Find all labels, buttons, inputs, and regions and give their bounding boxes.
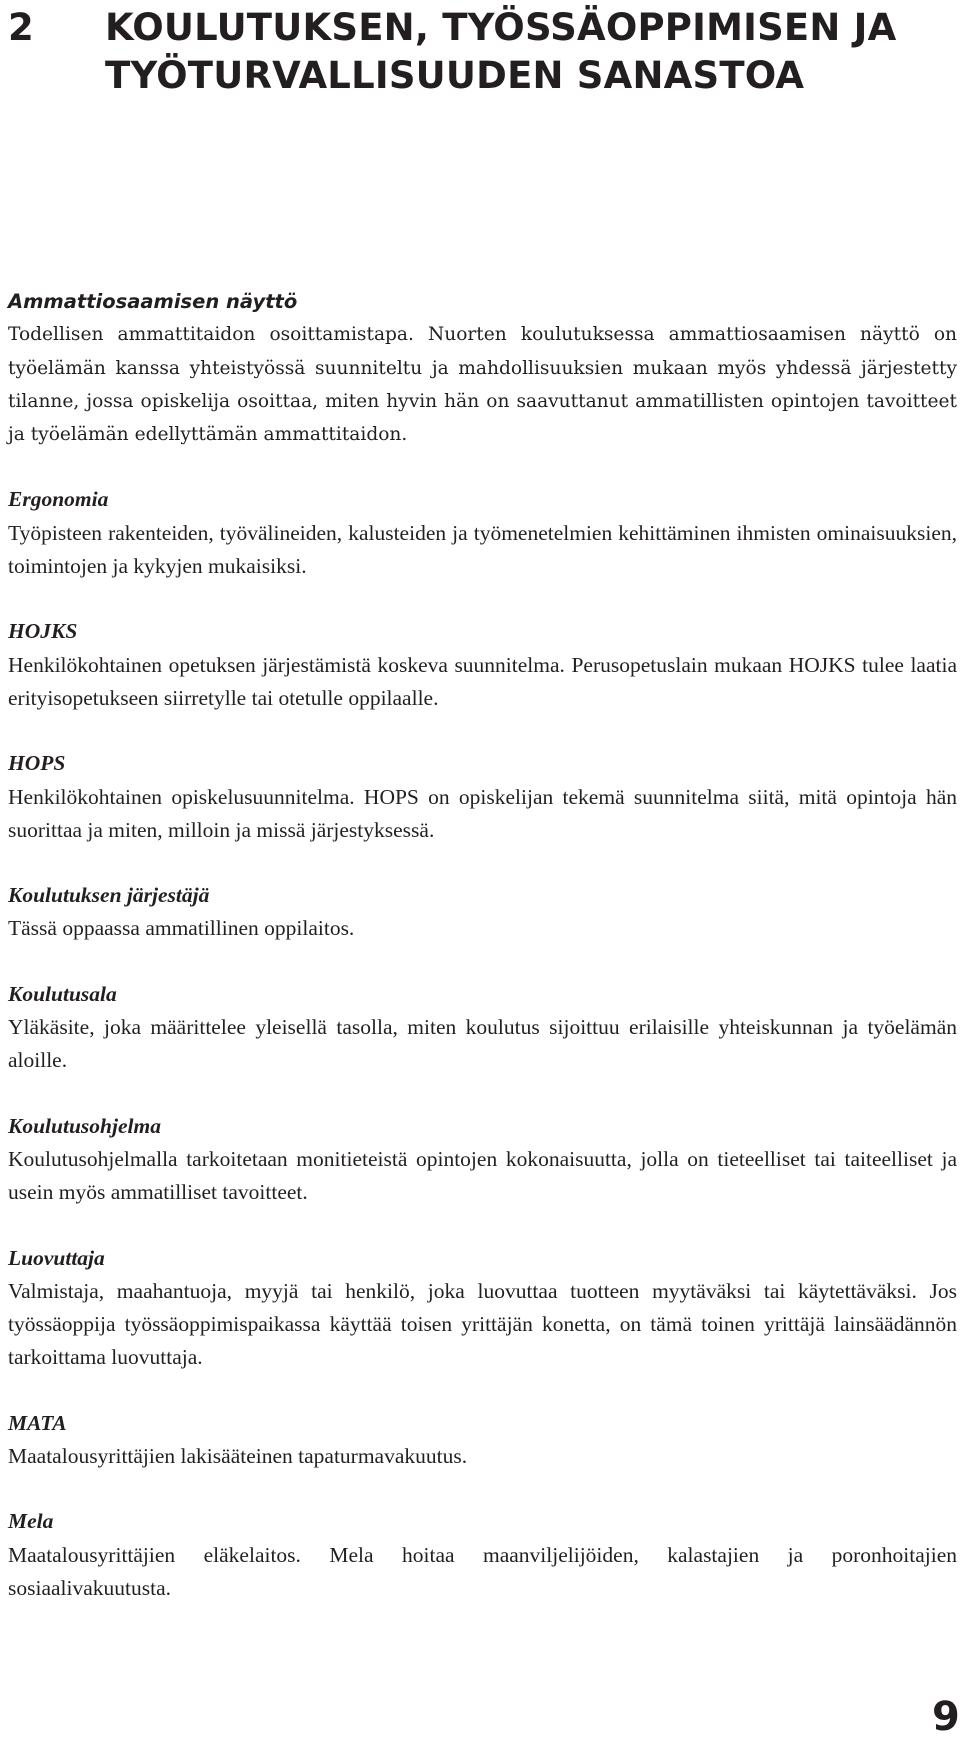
term-definition: Työpisteen rakenteiden, työvälineiden, kalusteiden ja työmenetelmien kehittäminen ihmisten ominaisuuksien, toimintojen ja kykyjen mukaisiksi. <box>8 520 957 579</box>
chapter-number: 2 <box>8 6 34 49</box>
glossary-entry <box>8 1242 957 1375</box>
term-definition: Maatalousyrittäjien lakisääteinen tapaturmavakuutus. <box>8 1444 468 1469</box>
term-definition: Valmistaja, maahantuoja, myyjä tai henkilö, joka luovuttaa tuotteen myytäväksi tai käytettäväksi. Jos työssäoppija työssäoppimispaikassa käyttää toisen yrittäjän konetta, on tämä toinen yrittäjä lainsäädännön tarkoittama luovuttaja. <box>8 1278 957 1370</box>
page-number: 9 <box>932 1694 960 1740</box>
term-definition: Henkilökohtainen opetuksen järjestämistä koskeva suunnitelma. Perusopetuslain mukaan HOJKS tulee laatia erityisopetukseen siirretylle tai otetulle oppilaalle. <box>8 652 957 710</box>
glossary-entry <box>8 747 957 847</box>
glossary-entry <box>8 285 957 451</box>
glossary-entry <box>8 615 957 715</box>
term-definition: Henkilökohtainen opiskelusuunnitelma. HOPS on opiskelijan tekemä suunnitelma siitä, mitä opintoja hän suorittaa ja miten, milloin ja missä järjestyksessä. <box>8 784 957 842</box>
term-heading: Mela <box>8 1509 54 1534</box>
term-heading: MATA <box>8 1410 67 1435</box>
term-heading: Ergonomia <box>8 487 109 512</box>
glossary <box>8 285 957 1637</box>
term-heading: Koulutusohjelma <box>8 1113 161 1138</box>
term-heading: Koulutuksen järjestäjä <box>8 883 210 908</box>
term-heading: Luovuttaja <box>8 1245 105 1270</box>
term-definition: Todellisen ammattitaidon osoittamistapa. Nuorten koulutuksessa ammattiosaamisen näyttö on työelämän kanssa yhteistyössä suunniteltu ja mahdollisuuksien mukaan myös yhdessä järjestetty tilanne, jossa opiskelija osoittaa, miten hyvin hän on saavuttanut ammatillisten opintojen tavoitteet ja työelämän edellyttämän ammattitaidon. <box>8 324 957 446</box>
term-definition: Yläkäsite, joka määrittelee yleisellä tasolla, miten koulutus sijoittuu erilaisille yhteiskunnan ja työelämän aloille. <box>8 1015 957 1073</box>
glossary-entry <box>8 879 957 946</box>
term-heading: Ammattiosaamisen näyttö <box>8 290 298 313</box>
term-heading: HOPS <box>8 751 66 776</box>
chapter-title: KOULUTUKSEN, TYÖSSÄOPPIMISEN JA TYÖTURVALLISUUDEN SANASTOA <box>105 6 897 97</box>
term-heading: HOJKS <box>8 619 78 644</box>
term-heading: Koulutusala <box>8 981 117 1006</box>
glossary-entry <box>8 1110 957 1210</box>
term-definition: Tässä oppaassa ammatillinen oppilaitos. <box>8 916 355 941</box>
glossary-entry <box>8 978 957 1078</box>
term-definition: Koulutusohjelmalla tarkoitetaan monitieteistä opintojen kokonaisuutta, jolla on tieteelliset tai taiteelliset ja usein myös ammatilliset tavoitteet. <box>8 1146 957 1205</box>
glossary-entry <box>8 1505 957 1605</box>
term-definition: Maatalousyrittäjien eläkelaitos. Mela hoitaa maanviljelijöiden, kalastajien ja poronhoitajien sosiaalivakuutusta. <box>8 1542 957 1600</box>
glossary-entry <box>8 483 957 583</box>
glossary-entry <box>8 1407 957 1474</box>
